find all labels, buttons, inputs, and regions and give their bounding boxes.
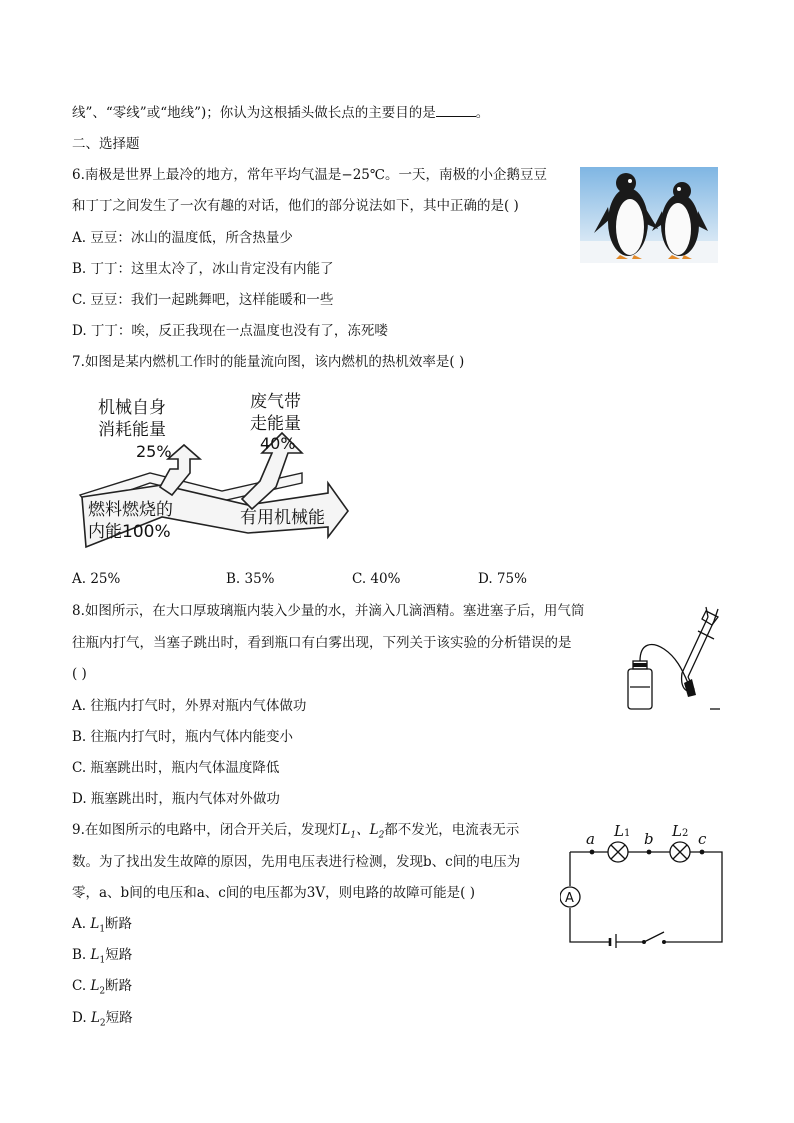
q6-option-d[interactable]: D. 丁丁：唉，反正我现在一点温度也没有了，冻死喽 [72, 323, 388, 339]
answer-blank[interactable] [436, 104, 476, 117]
continued-end: 。 [475, 105, 490, 121]
q7-option-b[interactable]: B. 35% [226, 571, 275, 587]
q9-stem-1a: 9.在如图所示的电路中，闭合开关后，发现灯 [72, 822, 342, 838]
box2-percent: 40% [260, 434, 296, 453]
q9-option-d-text: 短路 [105, 1010, 133, 1026]
q6-stem-2: 和丁丁之间发生了一次有趣的对话，他们的部分说法如下，其中正确的是( ) [72, 198, 519, 214]
q8-stem-2: 往瓶内打气，当塞子跳出时，看到瓶口有白雾出现，下列关于该实验的分析错误的是 [72, 635, 572, 651]
box2-line1: 废气带 [250, 392, 301, 412]
bottle-pump-figure [622, 603, 722, 713]
q9-option-b[interactable]: B. $L_1$短路 [72, 947, 133, 966]
q9-option-c[interactable]: C. $L_2$断路 [72, 978, 133, 997]
q8-option-d[interactable]: D. 瓶塞跳出时，瓶内气体对外做功 [72, 791, 280, 807]
ammeter-label: A [565, 891, 574, 906]
lamp-l1-label: L1 [614, 822, 631, 840]
continued-text: 线”、“零线”或“地线”)；你认为这根插头做长点的主要目的是 [72, 105, 436, 121]
lamp-l2-label: L2 [672, 822, 689, 840]
q8-option-c[interactable]: C. 瓶塞跳出时，瓶内气体温度降低 [72, 760, 280, 776]
section-heading: 二、选择题 [72, 136, 140, 152]
source-line1: 燃料燃烧的 [88, 500, 173, 520]
q7-option-d[interactable]: D. 75% [478, 571, 527, 587]
q7-option-a[interactable]: A. 25% [72, 571, 121, 587]
penguins-image [580, 167, 718, 263]
q6-option-c[interactable]: C. 豆豆：我们一起跳舞吧，这样能暖和一些 [72, 292, 334, 308]
q9-option-a[interactable]: A. $L_1$断路 [72, 916, 133, 935]
box1-line1: 机械自身 [98, 398, 166, 418]
node-b-label: b [644, 830, 654, 848]
useful-label: 有用机械能 [240, 508, 325, 528]
q7-stem: 7.如图是某内燃机工作时的能量流向图，该内燃机的热机效率是( ) [72, 354, 465, 370]
q9-stem-1b: 都不发光，电流表无示 [384, 822, 520, 838]
continued-question-line [72, 104, 489, 122]
box1-line2: 消耗能量 [98, 420, 166, 440]
q9-option-c-text: 断路 [105, 978, 133, 994]
node-a-label: a [586, 830, 595, 848]
q9-stem-2: 数。为了找出发生故障的原因，先用电压表进行检测，发现b、c间的电压为 [72, 854, 521, 870]
q8-option-b[interactable]: B. 往瓶内打气时，瓶内气体内能变小 [72, 729, 294, 745]
q9-option-a-text: 断路 [105, 916, 133, 932]
switch-icon [644, 932, 664, 942]
q6-stem-1: 6.南极是世界上最冷的地方，常年平均气温是−25℃。一天，南极的小企鹅豆豆 [72, 167, 547, 183]
q9-option-d[interactable]: D. $L_2$短路 [72, 1010, 133, 1029]
q6-option-a[interactable]: A. 豆豆：冰山的温度低，所含热量少 [72, 230, 293, 246]
symbol-l1-l2: $L_1$、$L_2$ [341, 822, 385, 841]
circuit-diagram [560, 820, 730, 948]
node-c-label: c [698, 830, 707, 848]
q8-option-a[interactable]: A. 往瓶内打气时，外界对瓶内气体做功 [72, 698, 307, 714]
q9-stem-3: 零，a、b间的电压和a、c间的电压都为3V，则电路的故障可能是( ) [72, 885, 475, 901]
q8-stem-3: ( ) [72, 666, 87, 682]
energy-flow-diagram [72, 387, 356, 555]
q9-stem-1 [72, 821, 519, 845]
q9-option-b-text: 短路 [105, 947, 133, 963]
q6-option-b[interactable]: B. 丁丁：这里太冷了，冰山肯定没有内能了 [72, 261, 334, 277]
box2-line2: 走能量 [250, 414, 301, 434]
q8-stem-1: 8.如图所示，在大口厚玻璃瓶内装入少量的水，并滴入几滴酒精。塞进塞子后，用气筒 [72, 603, 585, 619]
source-line2: 内能100% [88, 522, 171, 542]
q7-option-c[interactable]: C. 40% [352, 571, 401, 587]
box1-percent: 25% [136, 442, 172, 461]
